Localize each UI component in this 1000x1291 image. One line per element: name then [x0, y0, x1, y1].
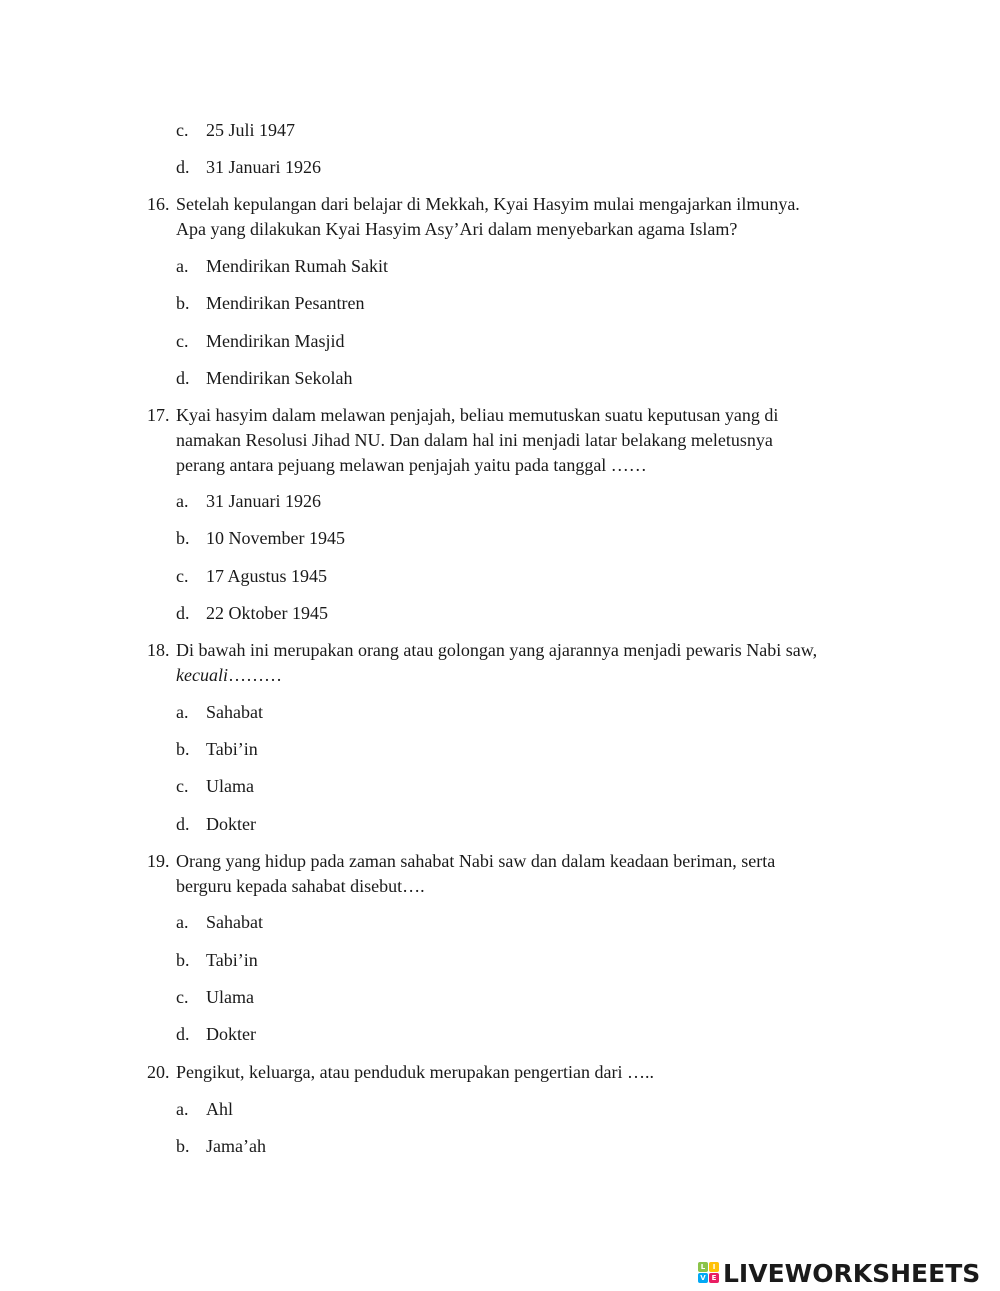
question-number: 16. [147, 194, 170, 214]
option-text: 17 Agustus 1945 [206, 566, 328, 586]
option-text: 25 Juli 1947 [206, 120, 296, 140]
ellipsis-text: ……… [227, 665, 282, 685]
option-text: Sahabat [206, 912, 263, 932]
question-text-line: Apa yang dilakukan Kyai Hasyim Asy’Ari dalam menyebarkan agama Islam? [176, 219, 738, 239]
option-text: Mendirikan Pesantren [206, 293, 365, 313]
question-text-line [176, 666, 282, 684]
question-text-line: berguru kepada sahabat disebut…. [176, 876, 425, 896]
option-text: Tabi’in [206, 739, 258, 759]
question-number: 20. [147, 1062, 170, 1082]
option-text: Sahabat [206, 702, 263, 722]
option-letter: a. [176, 702, 189, 722]
option-letter: d. [176, 1024, 190, 1044]
option-letter: b. [176, 1136, 190, 1156]
question-number: 17. [147, 405, 170, 425]
option-text: Mendirikan Rumah Sakit [206, 256, 388, 276]
logo-mark-tile: V [698, 1273, 708, 1283]
option-letter: c. [176, 331, 189, 351]
question-text-line: Kyai hasyim dalam melawan penjajah, beliau memutuskan suatu keputusan yang di [176, 405, 779, 425]
emphasis-text: kecuali [176, 665, 228, 685]
option-letter: c. [176, 776, 189, 796]
option-letter: b. [176, 528, 190, 548]
option-letter: b. [176, 739, 190, 759]
logo-mark-tile: I [709, 1262, 719, 1272]
question-text-line: Pengikut, keluarga, atau penduduk merupakan pengertian dari ….. [176, 1062, 655, 1082]
option-text: Dokter [206, 1024, 256, 1044]
question-text-line: Setelah kepulangan dari belajar di Mekkah, Kyai Hasyim mulai mengajarkan ilmunya. [176, 194, 800, 214]
option-text: Mendirikan Masjid [206, 331, 345, 351]
option-text: Ahl [206, 1099, 233, 1119]
option-letter: a. [176, 256, 189, 276]
option-letter: d. [176, 603, 190, 623]
option-text: Dokter [206, 814, 256, 834]
option-letter: c. [176, 987, 189, 1007]
liveworksheets-logo[interactable] [698, 1258, 980, 1288]
option-letter: d. [176, 157, 190, 177]
logo-mark-icon [698, 1262, 720, 1284]
option-letter: b. [176, 950, 190, 970]
option-text: Tabi’in [206, 950, 258, 970]
question-text-line: perang antara pejuang melawan penjajah yaitu pada tanggal …… [176, 455, 647, 475]
option-letter: d. [176, 814, 190, 834]
option-letter: a. [176, 1099, 189, 1119]
question-number: 19. [147, 851, 170, 871]
option-text: Jama’ah [206, 1136, 266, 1156]
option-text: Mendirikan Sekolah [206, 368, 353, 388]
question-text-line: Orang yang hidup pada zaman sahabat Nabi saw dan dalam keadaan beriman, serta [176, 851, 776, 871]
logo-mark-tile: L [698, 1262, 708, 1272]
option-text: 31 Januari 1926 [206, 157, 321, 177]
logo-text: LIVEWORKSHEETS [723, 1258, 981, 1288]
option-text: 22 Oktober 1945 [206, 603, 328, 623]
question-text-line: Di bawah ini merupakan orang atau golongan yang ajarannya menjadi pewaris Nabi saw, [176, 640, 818, 660]
option-letter: a. [176, 912, 189, 932]
option-text: Ulama [206, 776, 254, 796]
option-text: 31 Januari 1926 [206, 491, 321, 511]
option-letter: c. [176, 566, 189, 586]
option-letter: a. [176, 491, 189, 511]
option-text: Ulama [206, 987, 254, 1007]
option-letter: c. [176, 120, 189, 140]
option-text: 10 November 1945 [206, 528, 345, 548]
option-letter: b. [176, 293, 190, 313]
question-number: 18. [147, 640, 170, 660]
option-letter: d. [176, 368, 190, 388]
question-text-line: namakan Resolusi Jihad NU. Dan dalam hal ini menjadi latar belakang meletusnya [176, 430, 773, 450]
logo-mark-tile: E [709, 1273, 719, 1283]
